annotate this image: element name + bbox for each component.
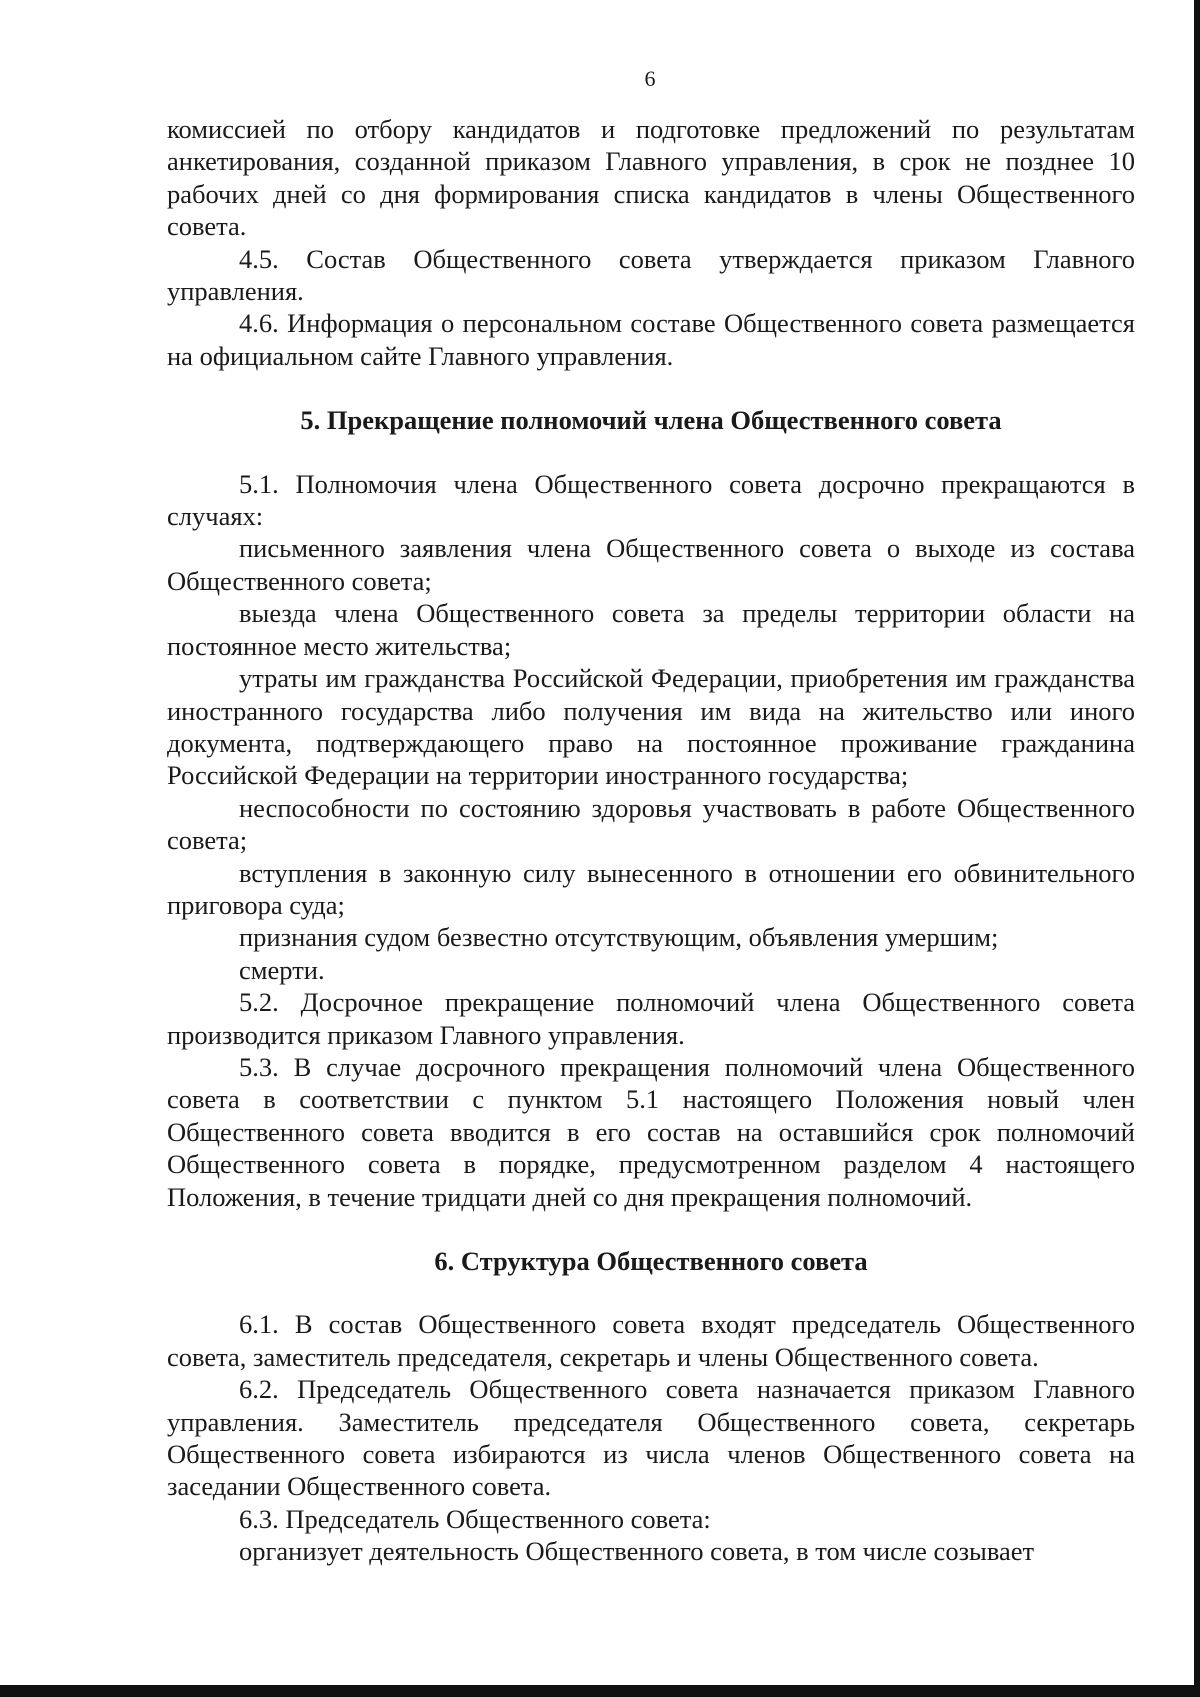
paragraph-6-1: 6.1. В состав Общественного совета входят председатель Общественного совета, заместитель председателя, секретарь и члены Общественного совета.: [167, 1309, 1135, 1372]
list-item: письменного заявления члена Общественного совета о выходе из состава Общественного совета;: [167, 533, 1135, 596]
paragraph-continuation: комиссией по отбору кандидатов и подготовке предложений по результатам анкетирования, созданной приказом Главного управления, в срок не позднее 10 рабочих дней со дня формирования списка кандидатов в члены Общественного совета.: [167, 114, 1135, 242]
page-number: 6: [644, 66, 656, 91]
list-item: вступления в законную силу вынесенного в отношении его обвинительного приговора суда;: [167, 857, 1135, 920]
list-item: смерти.: [239, 954, 325, 985]
list-item: утраты им гражданства Российской Федерации, приобретения им гражданства иностранного государства либо получения им вида на жительство или иного документа, подтверждающего право на постоянное проживание гражданина Российской Федерации на территории иностранного государства;: [167, 663, 1135, 791]
section-5-heading: 5. Прекращение полномочий члена Общественного совета: [300, 405, 1002, 436]
section-6-heading: 6. Структура Общественного совета: [434, 1246, 868, 1276]
scan-border-bottom: [0, 1685, 1200, 1697]
paragraph-6-2: 6.2. Председатель Общественного совета назначается приказом Главного управления. Заместитель председателя Общественного совета, секретарь Общественного совета избираются из числа членов Общественного совета на заседании Общественного совета.: [167, 1374, 1135, 1502]
list-item: признания судом безвестно отсутствующим, объявления умершим;: [239, 922, 999, 953]
list-item: выезда члена Общественного совета за пределы территории области на постоянное место жительства;: [167, 598, 1135, 661]
paragraph-5-1: 5.1. Полномочия члена Общественного совета досрочно прекращаются в случаях:: [167, 468, 1135, 532]
paragraph-6-3: 6.3. Председатель Общественного совета:: [239, 1503, 711, 1534]
document-body: [167, 113, 1135, 1568]
paragraph-6-3-item: организует деятельность Общественного совета, в том числе созывает: [239, 1536, 1035, 1567]
paragraph-5-2: 5.2. Досрочное прекращение полномочий члена Общественного совета производится приказом Главного управления.: [167, 987, 1135, 1050]
list-item: неспособности по состоянию здоровья участвовать в работе Общественного совета;: [167, 792, 1135, 856]
paragraph-4-5: 4.5. Состав Общественного совета утверждается приказом Главного управления.: [167, 243, 1135, 307]
scan-border-right: [1194, 0, 1200, 1697]
paragraph-4-6: 4.6. Информация о персональном составе Общественного совета размещается на официальном сайте Главного управления.: [167, 308, 1135, 371]
paragraph-5-3: 5.3. В случае досрочного прекращения полномочий члена Общественного совета в соответствии с пунктом 5.1 настоящего Положения новый член Общественного совета вводится в его состав на оставшийся срок полномочий Общественного совета в порядке, предусмотренном разделом 4 настоящего Положения, в течение тридцати дней со дня прекращения полномочий.: [167, 1051, 1135, 1212]
